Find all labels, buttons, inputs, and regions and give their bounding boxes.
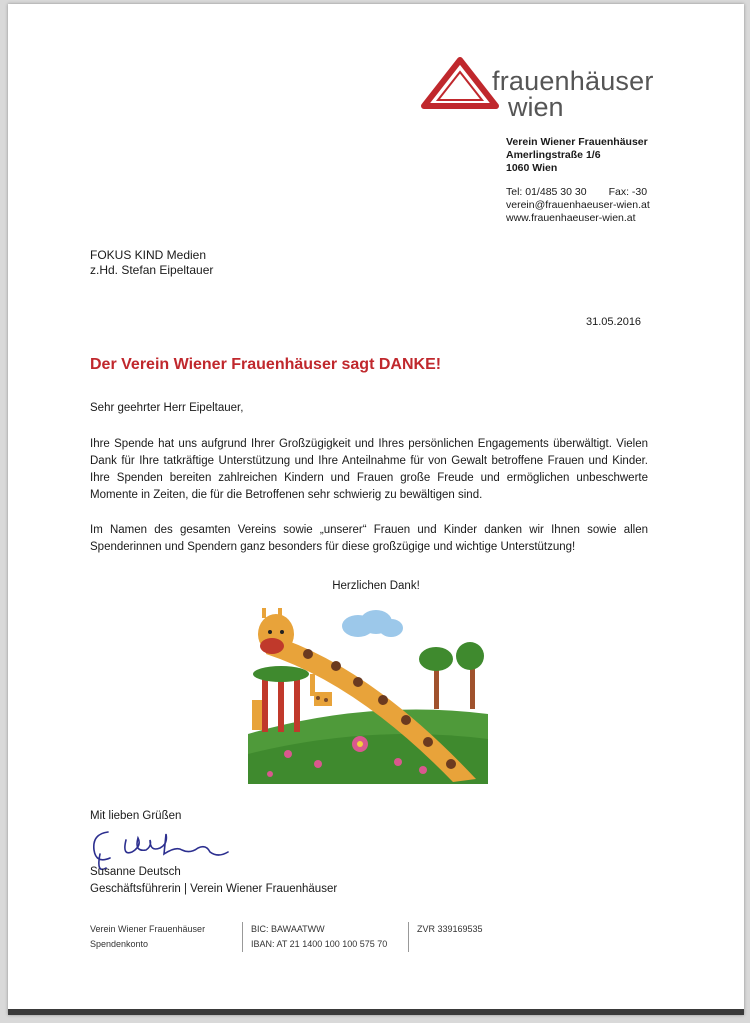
- closing-phrase: Mit lieben Grüßen: [90, 810, 182, 822]
- logo-word-wien: wien: [508, 92, 564, 122]
- footer-org: [90, 922, 205, 952]
- footer-org-name: Verein Wiener Frauenhäuser: [90, 924, 206, 934]
- signer-name: Susanne Deutsch: [90, 866, 181, 878]
- signer-title: Geschäftsführerin | Verein Wiener Frauenhäuser: [90, 883, 338, 895]
- thanks-line: Herzlichen Dank!: [332, 580, 420, 592]
- footer-bank: [242, 922, 387, 952]
- body-paragraph-2: Im Namen des gesamten Vereins sowie „unserer“ Frauen und Kinder danken wir Ihnen sowie allen Spenderinnen und Spendern ganz besonders für diese großzügige und wichtige Unterstützung!: [90, 524, 648, 553]
- triangle-logo-icon: [420, 56, 500, 116]
- letter-date: 31.05.2016: [586, 316, 642, 328]
- letter-heading: Der Verein Wiener Frauenhäuser sagt DANKE!: [90, 356, 442, 373]
- giraffe-drawing-image: [248, 604, 488, 784]
- fax-number: Fax: -30: [608, 186, 648, 198]
- footer-zvr: [408, 922, 483, 952]
- recipient-address: [90, 248, 213, 278]
- footer-bic: BIC: BAWAATWW: [251, 924, 325, 934]
- letter-page: [8, 4, 744, 1015]
- sender-address: [506, 136, 648, 175]
- sender-name: Verein Wiener Frauenhäuser: [506, 136, 648, 148]
- sender-street: Amerlingstraße 1/6: [506, 149, 601, 161]
- recipient-line-1: FOKUS KIND Medien: [90, 248, 207, 262]
- email-address: verein@frauenhaeuser-wien.at: [506, 199, 650, 211]
- phone-number: Tel: 01/485 30 30: [506, 186, 587, 198]
- recipient-line-2: z.Hd. Stefan Eipeltauer: [90, 263, 214, 277]
- body-paragraph-1: Ihre Spende hat uns aufgrund Ihrer Großzügigkeit und Ihres persönlichen Engagements überwältigt. Vielen Dank für Ihre tatkräftige Unterstützung und Ihre Anteilnahme für von Gewalt betroffene Frauen und Kinder. Ihre Spenden bereiten zahlreichen Kindern und Frauen große Freude und ermöglichen unbeschwerte Momente in Zeiten, die für die Betroffenen sehr schwierig zu bewältigen sind.: [90, 438, 648, 501]
- scan-edge-bar: [8, 1009, 744, 1015]
- logo-word-frauenhaeuser: frauenhäuser: [492, 66, 654, 96]
- frauenhaeuser-logo: [420, 56, 690, 126]
- footer-account-label: Spendenkonto: [90, 939, 149, 949]
- sender-contact: [506, 186, 650, 225]
- signer-block: [90, 864, 337, 898]
- sender-city: 1060 Wien: [506, 162, 558, 174]
- footer-iban: IBAN: AT 21 1400 100 100 575 70: [251, 939, 388, 949]
- salutation: Sehr geehrter Herr Eipeltauer,: [90, 402, 244, 414]
- website: www.frauenhaeuser-wien.at: [506, 212, 636, 224]
- footer-zvr-number: ZVR 339169535: [417, 924, 483, 934]
